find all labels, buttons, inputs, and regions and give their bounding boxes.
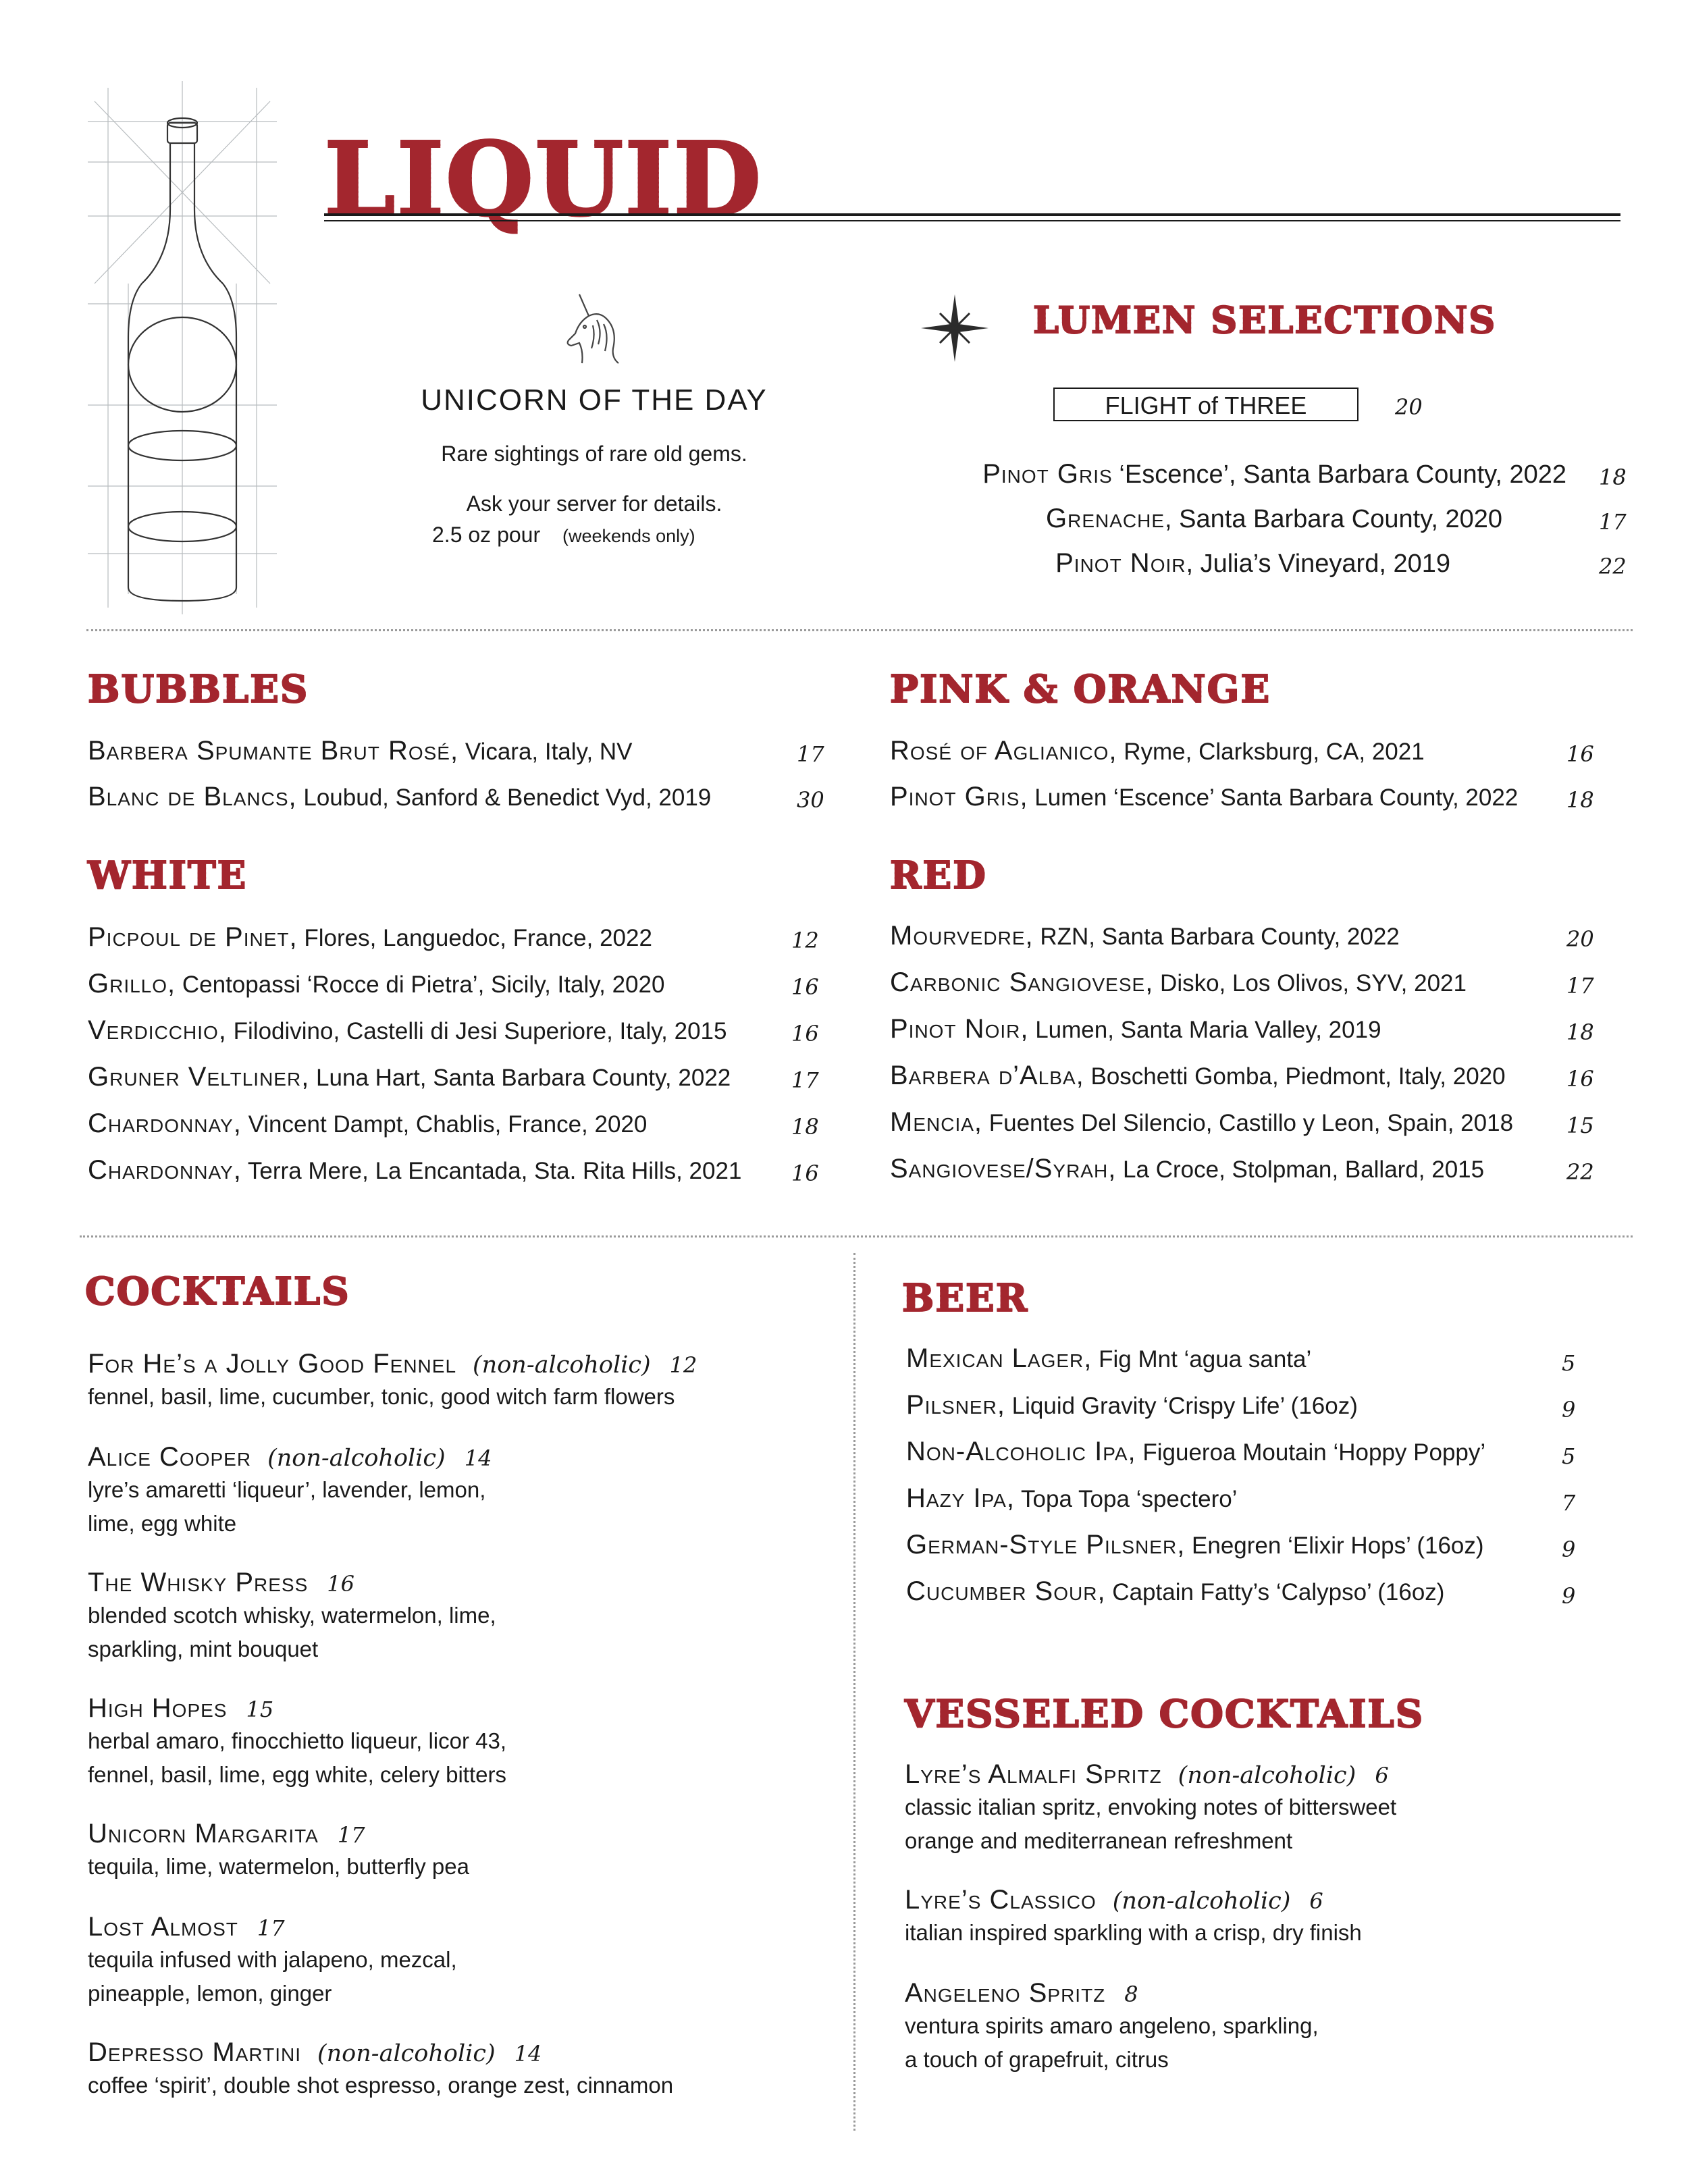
red-price: 22: [1566, 1159, 1594, 1185]
lumen-title: LUMEN SELECTIONS: [1033, 298, 1497, 342]
beer-item: [906, 1437, 1485, 1467]
vesseled-name: [905, 1759, 1389, 1790]
lumen-item: [1055, 548, 1450, 579]
drink-name: For He’s a Jolly Good Fennel: [88, 1349, 457, 1379]
beer-detail: Enegren ‘Elixir Hops’ (16oz): [1185, 1533, 1484, 1559]
drink-description: herbal amaro, finocchietto liqueur, licor 43,: [88, 1728, 507, 1753]
vesseled-name: [905, 1978, 1138, 2008]
drink-name: The Whisky Press: [88, 1568, 309, 1597]
white-item: [88, 922, 652, 953]
white-item: [88, 1155, 741, 1186]
pink-price: 18: [1566, 787, 1594, 813]
wine-detail: , Santa Barbara County, 2020: [1165, 505, 1502, 533]
drink-price: 16: [327, 1571, 354, 1597]
cocktails-name: [88, 1912, 285, 1942]
vesseled-name: [905, 1885, 1323, 1915]
red-price: 17: [1566, 973, 1594, 998]
white-item: [88, 1015, 727, 1046]
red-item: [890, 1061, 1506, 1091]
drink-description: blended scotch whisky, watermelon, lime,: [88, 1603, 496, 1628]
white-item: [88, 1109, 647, 1139]
wine-detail: Fuentes Del Silencio, Castillo y Leon, Spain, 2018: [982, 1110, 1514, 1136]
lumen-price: 18: [1599, 464, 1627, 490]
beer-price: 9: [1562, 1537, 1576, 1562]
drink-price: 17: [337, 1822, 365, 1848]
drink-name: High Hopes: [88, 1693, 228, 1723]
beer-name: Mexican Lager,: [906, 1343, 1092, 1373]
drink-name: Lyre’s Classico: [905, 1885, 1097, 1915]
wine-name: Pinot Noir: [1055, 548, 1186, 578]
white-price: 16: [791, 1021, 819, 1046]
pink-item: [890, 736, 1425, 766]
pour-size: 2.5 oz pour: [432, 523, 541, 547]
bubbles-price: 30: [797, 787, 824, 813]
beer-name: Cucumber Sour,: [906, 1576, 1106, 1606]
white-item: [88, 1062, 731, 1092]
drink-name: Unicorn Margarita: [88, 1819, 319, 1848]
wine-detail: Filodivino, Castelli di Jesi Superiore, Italy, 2015: [226, 1018, 727, 1044]
lumen-item: [1046, 504, 1502, 534]
red-item: [890, 967, 1467, 998]
drink-price: 17: [257, 1915, 285, 1941]
wine-name: Pinot Noir,: [890, 1014, 1029, 1044]
non-alcoholic-note: (non-alcoholic): [1178, 1762, 1356, 1789]
unicorn-heading: UNICORN OF THE DAY: [421, 383, 768, 417]
beer-item: [906, 1576, 1444, 1607]
drink-description: fennel, basil, lime, cucumber, tonic, good witch farm flowers: [88, 1384, 675, 1409]
beer-name: Hazy Ipa,: [906, 1483, 1015, 1513]
beer-detail: Captain Fatty’s ‘Calypso’ (16oz): [1105, 1579, 1445, 1605]
beer-item: [906, 1390, 1358, 1420]
compass-star-icon: [921, 294, 988, 362]
drink-price: 6: [1309, 1888, 1323, 1914]
drink-description: tequila infused with jalapeno, mezcal,: [88, 1947, 457, 1972]
pink-item: [890, 782, 1518, 812]
cocktails-name: [88, 1442, 492, 1472]
non-alcoholic-note: (non-alcoholic): [1112, 1888, 1291, 1915]
red-price: 15: [1566, 1113, 1594, 1138]
drink-description: classic italian spritz, envoking notes of bittersweet: [905, 1794, 1397, 1819]
drink-description: orange and mediterranean refreshment: [905, 1828, 1293, 1853]
drink-price: 15: [246, 1697, 274, 1722]
column-divider: [853, 1253, 855, 2131]
wine-name: Blanc de Blancs,: [88, 782, 297, 811]
vesseled-title: VESSELED COCKTAILS: [905, 1692, 1425, 1736]
drink-name: Lost Almost: [88, 1912, 238, 1942]
white-price: 17: [791, 1067, 819, 1093]
wine-name: Mourvedre,: [890, 921, 1034, 951]
unicorn-line2: Ask your server for details.: [466, 491, 722, 516]
wine-detail: Flores, Languedoc, France, 2022: [297, 925, 652, 951]
wine-detail: Boschetti Gomba, Piedmont, Italy, 2020: [1084, 1063, 1506, 1090]
red-price: 20: [1566, 926, 1594, 952]
flight-price: 20: [1395, 394, 1423, 420]
drink-price: 12: [669, 1352, 697, 1378]
wine-name: Chardonnay,: [88, 1155, 242, 1185]
drink-name: Angeleno Spritz: [905, 1978, 1106, 2008]
red-title: RED: [890, 853, 987, 898]
beer-detail: Topa Topa ‘spectero’: [1014, 1486, 1238, 1512]
wine-detail: Centopassi ‘Rocce di Pietra’, Sicily, Italy, 2020: [176, 971, 665, 998]
bubbles-title: BUBBLES: [88, 667, 309, 712]
drink-price: 6: [1375, 1763, 1389, 1788]
wine-detail: Terra Mere, La Encantada, Sta. Rita Hills, 2021: [241, 1158, 742, 1184]
lumen-price: 22: [1599, 554, 1627, 579]
wine-name: Rosé of Aglianico,: [890, 736, 1117, 766]
bubbles-item: [88, 782, 711, 812]
cocktails-name: [88, 1693, 273, 1724]
wine-name: Pinot Gris: [982, 459, 1113, 489]
drink-description: a touch of grapefruit, citrus: [905, 2047, 1169, 2072]
bubbles-item: [88, 736, 633, 766]
white-price: 16: [791, 1161, 819, 1186]
red-item: [890, 1014, 1381, 1044]
drink-description: coffee ‘spirit’, double shot espresso, orange zest, cinnamon: [88, 2073, 674, 2098]
wine-detail: Lumen, Santa Maria Valley, 2019: [1028, 1017, 1381, 1043]
beer-item: [906, 1343, 1311, 1374]
beer-price: 7: [1562, 1490, 1576, 1516]
beer-title: BEER: [902, 1276, 1029, 1321]
white-price: 16: [791, 974, 819, 1000]
beer-name: Non-Alcoholic Ipa,: [906, 1437, 1136, 1466]
white-item: [88, 969, 664, 999]
title-rule-thin: [324, 220, 1620, 221]
wine-detail: Loubud, Sanford & Benedict Vyd, 2019: [296, 784, 712, 811]
unicorn-pour: [432, 523, 695, 548]
wine-detail: ‘Escence’, Santa Barbara County, 2022: [1119, 460, 1566, 489]
cocktails-title: COCKTAILS: [85, 1269, 350, 1314]
beer-price: 5: [1562, 1443, 1576, 1469]
wine-name: Carbonic Sangiovese,: [890, 967, 1154, 997]
non-alcoholic-note: (non-alcoholic): [473, 1352, 651, 1379]
drink-name: Depresso Martini: [88, 2037, 301, 2067]
beer-price: 5: [1562, 1350, 1576, 1376]
pink-price: 16: [1566, 741, 1594, 767]
wine-name: Mencia,: [890, 1107, 983, 1137]
wine-name: Pinot Gris,: [890, 782, 1028, 811]
red-item: [890, 1107, 1513, 1138]
bottle-sketch-icon: [81, 81, 284, 614]
drink-name: Alice Cooper: [88, 1442, 252, 1472]
non-alcoholic-note: (non-alcoholic): [267, 1445, 446, 1472]
wine-detail: Ryme, Clarksburg, CA, 2021: [1117, 739, 1425, 765]
wine-name: Grillo,: [88, 969, 176, 998]
weekends-note: (weekends only): [562, 526, 695, 546]
beer-detail: Fig Mnt ‘agua santa’: [1092, 1346, 1312, 1373]
wine-name: Gruner Veltliner,: [88, 1062, 310, 1092]
unicorn-icon: [559, 290, 624, 366]
wine-name: Sangiovese/Syrah,: [890, 1154, 1117, 1183]
wine-detail: Lumen ‘Escence’ Santa Barbara County, 2022: [1028, 784, 1519, 811]
wine-name: Barbera d’Alba,: [890, 1061, 1084, 1090]
pink-title: PINK & ORANGE: [890, 667, 1271, 712]
white-price: 18: [791, 1114, 819, 1140]
beer-item: [906, 1483, 1237, 1514]
wine-detail: RZN, Santa Barbara County, 2022: [1033, 924, 1400, 950]
drink-name: Lyre’s Almalfi Spritz: [905, 1759, 1162, 1789]
white-price: 12: [791, 928, 819, 953]
lumen-item: [982, 459, 1566, 489]
drink-price: 14: [514, 2041, 542, 2067]
wine-name: Chardonnay,: [88, 1109, 242, 1138]
drink-description: lyre’s amaretti ‘liqueur’, lavender, lemon,: [88, 1477, 486, 1502]
wine-name: Grenache: [1046, 504, 1165, 533]
cocktails-name: [88, 1349, 697, 1379]
bubbles-price: 17: [797, 741, 824, 767]
drink-price: 14: [464, 1445, 492, 1471]
beer-detail: Liquid Gravity ‘Crispy Life’ (16oz): [1005, 1393, 1358, 1419]
wine-detail: Disko, Los Olivos, SYV, 2021: [1153, 970, 1467, 996]
non-alcoholic-note: (non-alcoholic): [317, 2040, 496, 2067]
red-price: 18: [1566, 1019, 1594, 1045]
beer-price: 9: [1562, 1397, 1576, 1422]
unicorn-line1: Rare sightings of rare old gems.: [441, 442, 747, 466]
drink-description: italian inspired sparkling with a crisp, dry finish: [905, 1920, 1362, 1945]
beer-item: [906, 1530, 1484, 1560]
section-divider: [80, 1235, 1633, 1237]
drink-description: lime, egg white: [88, 1511, 237, 1536]
wine-name: Picpoul de Pinet,: [88, 922, 298, 952]
wine-detail: La Croce, Stolpman, Ballard, 2015: [1116, 1156, 1485, 1183]
cocktails-name: [88, 1819, 365, 1849]
beer-name: Pilsner,: [906, 1390, 1005, 1420]
title-rule: [324, 213, 1620, 216]
drink-description: tequila, lime, watermelon, butterfly pea: [88, 1854, 469, 1879]
drink-price: 8: [1124, 1981, 1138, 2007]
drink-description: pineapple, lemon, ginger: [88, 1981, 332, 2006]
wine-detail: Vicara, Italy, NV: [458, 739, 633, 765]
wine-detail: Luna Hart, Santa Barbara County, 2022: [309, 1065, 731, 1091]
page-title: LIQUID: [324, 120, 763, 239]
beer-detail: Figueroa Moutain ‘Hoppy Poppy’: [1136, 1439, 1486, 1466]
section-divider: [86, 629, 1633, 631]
red-price: 16: [1566, 1066, 1594, 1092]
drink-description: sparkling, mint bouquet: [88, 1636, 319, 1661]
wine-name: Verdicchio,: [88, 1015, 227, 1045]
lumen-price: 17: [1599, 509, 1627, 535]
red-item: [890, 921, 1400, 951]
cocktails-name: [88, 2037, 542, 2068]
wine-detail: Vincent Dampt, Chablis, France, 2020: [241, 1111, 648, 1138]
white-title: WHITE: [88, 853, 248, 898]
wine-detail: , Julia’s Vineyard, 2019: [1186, 550, 1450, 578]
flight-label: FLIGHT of THREE: [1105, 392, 1307, 419]
beer-name: German-Style Pilsner,: [906, 1530, 1186, 1560]
cocktails-name: [88, 1568, 354, 1598]
beer-price: 9: [1562, 1583, 1576, 1609]
red-item: [890, 1154, 1484, 1184]
drink-description: fennel, basil, lime, egg white, celery bitters: [88, 1762, 506, 1787]
drink-description: ventura spirits amaro angeleno, sparkling,: [905, 2013, 1319, 2038]
wine-name: Barbera Spumante Brut Rosé,: [88, 736, 459, 766]
